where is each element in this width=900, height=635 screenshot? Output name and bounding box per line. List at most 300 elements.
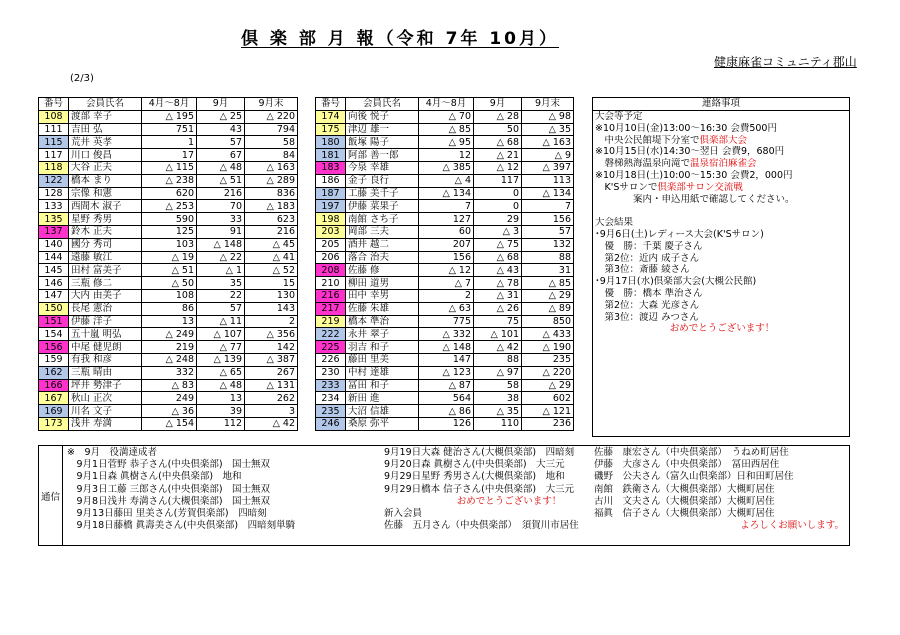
member-name: 今泉 幸雄 bbox=[346, 161, 419, 174]
table-row bbox=[316, 161, 574, 174]
member-number: 108 bbox=[39, 110, 69, 123]
table-row bbox=[316, 174, 574, 187]
score-sep: 13 bbox=[197, 392, 245, 405]
score-apr-aug: 103 bbox=[142, 238, 197, 251]
table-row bbox=[39, 174, 298, 187]
score-sep: 88 bbox=[474, 353, 522, 366]
score-sep: △ 12 bbox=[474, 161, 522, 174]
score-sep: △ 51 bbox=[197, 174, 245, 187]
score-apr-aug: 1 bbox=[142, 136, 197, 149]
member-name: 鈴木 正夫 bbox=[69, 225, 142, 238]
score-sep: △ 101 bbox=[474, 328, 522, 341]
score-apr-aug: 207 bbox=[419, 238, 474, 251]
table-row bbox=[39, 251, 298, 264]
score-apr-aug: 620 bbox=[142, 187, 197, 200]
score-sep: 58 bbox=[474, 379, 522, 392]
event-text: 中央公民館堤下分室で bbox=[595, 134, 700, 146]
score-sep: △ 3 bbox=[474, 225, 522, 238]
score-sep: △ 25 bbox=[197, 110, 245, 123]
table-row bbox=[39, 392, 298, 405]
score-apr-aug: △ 19 bbox=[142, 251, 197, 264]
table-row bbox=[39, 225, 298, 238]
member-name: 佐藤 修 bbox=[346, 264, 419, 277]
member-number: 151 bbox=[39, 315, 69, 328]
events-header: 連絡事項 bbox=[593, 98, 849, 111]
score-apr-aug: 108 bbox=[142, 289, 197, 302]
header-sep: 9月 bbox=[197, 98, 245, 111]
member-name: 伊藤 菜果子 bbox=[346, 200, 419, 213]
score-apr-aug: 332 bbox=[142, 366, 197, 379]
header-no: 番号 bbox=[316, 98, 346, 111]
member-number: 146 bbox=[39, 277, 69, 290]
notice-line: 佐藤 康宏さん（中央倶楽部） うねめ町居住 bbox=[594, 447, 789, 458]
table-row bbox=[39, 264, 298, 277]
event-line: ※10月10日(金)13:00～16:30 会費500円 bbox=[595, 122, 777, 134]
notice-line: 伊藤 大彦さん（中央倶楽部） 冨田西居住 bbox=[594, 459, 780, 471]
member-name: 五十嵐 明弘 bbox=[69, 328, 142, 341]
table-header-row bbox=[39, 98, 298, 111]
score-sep-end: △ 134 bbox=[522, 187, 574, 200]
event-text: K'Sサロンで bbox=[595, 181, 658, 193]
organization-name: 健康麻雀コミュニティ郡山 bbox=[714, 55, 857, 69]
score-apr-aug: △ 63 bbox=[419, 302, 474, 315]
score-sep: 91 bbox=[197, 225, 245, 238]
member-number: 150 bbox=[39, 302, 69, 315]
member-name: 伊藤 洋子 bbox=[69, 315, 142, 328]
score-sep: △ 42 bbox=[474, 341, 522, 354]
score-sep-end: 602 bbox=[522, 392, 574, 405]
score-sep-end: 31 bbox=[522, 264, 574, 277]
score-sep: 216 bbox=[197, 187, 245, 200]
score-sep: △ 68 bbox=[474, 136, 522, 149]
score-apr-aug: △ 36 bbox=[142, 405, 197, 418]
event-line: ･9月6日(土)レディース大会(K'Sサロン) bbox=[595, 228, 764, 240]
table-row bbox=[39, 213, 298, 226]
member-name: 坪井 勢津子 bbox=[69, 379, 142, 392]
score-sep: △ 107 bbox=[197, 328, 245, 341]
score-sep-end: △ 29 bbox=[522, 289, 574, 302]
score-sep: 22 bbox=[197, 289, 245, 302]
member-name: 羽吉 和子 bbox=[346, 341, 419, 354]
score-apr-aug: △ 83 bbox=[142, 379, 197, 392]
table-row bbox=[316, 213, 574, 226]
score-apr-aug: 125 bbox=[142, 225, 197, 238]
score-sep: △ 77 bbox=[197, 341, 245, 354]
table-row bbox=[39, 353, 298, 366]
table-row bbox=[39, 161, 298, 174]
member-number: 174 bbox=[316, 110, 346, 123]
table-row bbox=[316, 341, 574, 354]
score-sep-end: △ 52 bbox=[245, 264, 298, 277]
table-row bbox=[316, 289, 574, 302]
table-row bbox=[316, 136, 574, 149]
table-row bbox=[316, 264, 574, 277]
score-apr-aug: △ 85 bbox=[419, 123, 474, 136]
score-apr-aug: △ 4 bbox=[419, 174, 474, 187]
member-name: 酒井 越二 bbox=[346, 238, 419, 251]
score-sep: △ 48 bbox=[197, 161, 245, 174]
score-sep: 38 bbox=[474, 392, 522, 405]
notice-line: 9月3日工藤 三郎さん(中央倶楽部) 国士無双 bbox=[67, 483, 271, 495]
member-number: 166 bbox=[39, 379, 69, 392]
score-sep: 0 bbox=[474, 187, 522, 200]
score-sep-end: 84 bbox=[245, 149, 298, 162]
score-sep-end: △ 41 bbox=[245, 251, 298, 264]
table-row bbox=[39, 149, 298, 162]
event-line bbox=[593, 135, 849, 147]
score-apr-aug: 564 bbox=[419, 392, 474, 405]
score-sep-end: △ 289 bbox=[245, 174, 298, 187]
table-row bbox=[316, 302, 574, 315]
score-sep-end: △ 35 bbox=[522, 123, 574, 136]
member-table-right bbox=[315, 97, 574, 431]
score-sep-end: △ 163 bbox=[522, 136, 574, 149]
member-name: 田中 幸男 bbox=[346, 289, 419, 302]
score-sep-end: △ 89 bbox=[522, 302, 574, 315]
score-apr-aug: △ 134 bbox=[419, 187, 474, 200]
member-name: 桑原 弥平 bbox=[346, 417, 419, 430]
member-name: 有我 和彦 bbox=[69, 353, 142, 366]
member-name: 飯塚 陽子 bbox=[346, 136, 419, 149]
score-apr-aug: 2 bbox=[419, 289, 474, 302]
score-apr-aug: △ 249 bbox=[142, 328, 197, 341]
member-name: 工藤 美千子 bbox=[346, 187, 419, 200]
score-apr-aug: △ 123 bbox=[419, 366, 474, 379]
score-sep-end: 836 bbox=[245, 187, 298, 200]
score-sep-end: 58 bbox=[245, 136, 298, 149]
score-sep-end: △ 121 bbox=[522, 405, 574, 418]
member-number: 203 bbox=[316, 225, 346, 238]
event-line bbox=[593, 158, 849, 170]
event-line: 案内・申込用紙で確認してください。 bbox=[595, 193, 795, 205]
table-row bbox=[39, 341, 298, 354]
score-sep-end: 130 bbox=[245, 289, 298, 302]
score-sep: △ 22 bbox=[197, 251, 245, 264]
score-apr-aug: △ 154 bbox=[142, 417, 197, 430]
member-number: 206 bbox=[316, 251, 346, 264]
score-sep-end: △ 220 bbox=[245, 110, 298, 123]
score-sep: △ 97 bbox=[474, 366, 522, 379]
table-row bbox=[39, 200, 298, 213]
event-highlight: 温泉宿泊麻雀会 bbox=[690, 158, 757, 170]
score-apr-aug: 127 bbox=[419, 213, 474, 226]
member-number: 169 bbox=[39, 405, 69, 418]
notice-line: よろしくお願いします。 bbox=[740, 520, 844, 532]
event-line: ※10月18日(土)10:00～15:30 会費2，000円 bbox=[595, 169, 793, 181]
table-row bbox=[316, 366, 574, 379]
score-sep: △ 35 bbox=[474, 405, 522, 418]
notice-line: 9月18日藤橋 眞壽美さん(中央倶楽部) 四暗刻単騎 bbox=[67, 520, 296, 532]
score-apr-aug: △ 70 bbox=[419, 110, 474, 123]
score-sep: 110 bbox=[474, 417, 522, 430]
table-row bbox=[39, 379, 298, 392]
score-sep-end: 7 bbox=[522, 200, 574, 213]
member-name: 長尾 憲治 bbox=[69, 302, 142, 315]
member-number: 210 bbox=[316, 277, 346, 290]
score-sep-end: 267 bbox=[245, 366, 298, 379]
member-number: 115 bbox=[39, 136, 69, 149]
header-apr-aug: 4月～8月 bbox=[419, 98, 474, 111]
score-sep: 70 bbox=[197, 200, 245, 213]
member-name: 大谷 正夫 bbox=[69, 161, 142, 174]
score-apr-aug: 12 bbox=[419, 149, 474, 162]
header-sep: 9月 bbox=[474, 98, 522, 111]
score-apr-aug: 590 bbox=[142, 213, 197, 226]
event-line: 優 勝：千葉 慶子さん bbox=[595, 240, 703, 252]
event-line: 第3位：斎藤 綾さん bbox=[595, 264, 690, 276]
member-number: 122 bbox=[39, 174, 69, 187]
member-name: 國分 秀司 bbox=[69, 238, 142, 251]
notice-line: 古川 文夫さん（大槻倶楽部）大槻町居住 bbox=[594, 495, 775, 507]
member-name: 三瓶 修二 bbox=[69, 277, 142, 290]
table-row bbox=[39, 302, 298, 315]
table-row bbox=[316, 353, 574, 366]
member-name: 永井 翠子 bbox=[346, 328, 419, 341]
header-no: 番号 bbox=[39, 98, 69, 111]
event-line: 大会等予定 bbox=[595, 111, 643, 122]
score-sep: △ 26 bbox=[474, 302, 522, 315]
header-name: 会員氏名 bbox=[346, 98, 419, 111]
member-number: 216 bbox=[316, 289, 346, 302]
score-sep: 57 bbox=[197, 136, 245, 149]
member-number: 186 bbox=[316, 174, 346, 187]
score-sep-end: △ 29 bbox=[522, 379, 574, 392]
page-number: (2/3) bbox=[70, 73, 94, 84]
header-sep-end: 9月末 bbox=[245, 98, 298, 111]
member-name: 冨田 和子 bbox=[346, 379, 419, 392]
table-row bbox=[316, 417, 574, 430]
table-row bbox=[316, 149, 574, 162]
score-sep-end: △ 98 bbox=[522, 110, 574, 123]
table-row bbox=[316, 110, 574, 123]
table-row bbox=[39, 289, 298, 302]
notice-line: 9月1日森 眞樹さん(中央倶楽部) 地和 bbox=[67, 471, 242, 483]
notice-line: 福眞 信子さん（大槻倶楽部）大槻町居住 bbox=[594, 507, 775, 519]
score-apr-aug: △ 195 bbox=[142, 110, 197, 123]
score-apr-aug: 126 bbox=[419, 417, 474, 430]
page-title: 倶 楽 部 月 報（令和 7年 10月） bbox=[241, 29, 559, 49]
member-name: 中村 達雄 bbox=[346, 366, 419, 379]
member-number: 117 bbox=[39, 149, 69, 162]
member-name: 岡部 三夫 bbox=[346, 225, 419, 238]
score-apr-aug: 775 bbox=[419, 315, 474, 328]
score-apr-aug: △ 238 bbox=[142, 174, 197, 187]
table-row bbox=[39, 110, 298, 123]
score-sep: △ 28 bbox=[474, 110, 522, 123]
score-sep-end: △ 163 bbox=[245, 161, 298, 174]
member-name: 田村 富美子 bbox=[69, 264, 142, 277]
member-number: 156 bbox=[39, 341, 69, 354]
member-number: 140 bbox=[39, 238, 69, 251]
score-apr-aug: 249 bbox=[142, 392, 197, 405]
member-name: 吉田 弘 bbox=[69, 123, 142, 136]
header-apr-aug: 4月～8月 bbox=[142, 98, 197, 111]
table-row bbox=[39, 417, 298, 430]
score-apr-aug: △ 332 bbox=[419, 328, 474, 341]
score-sep-end: 143 bbox=[245, 302, 298, 315]
member-number: 133 bbox=[39, 200, 69, 213]
score-sep-end: 216 bbox=[245, 225, 298, 238]
notice-line: 9月13日藤田 里美さん(芳賀倶楽部) 四暗刻 bbox=[67, 507, 267, 519]
score-sep-end: 2 bbox=[245, 315, 298, 328]
score-sep-end: 623 bbox=[245, 213, 298, 226]
score-sep: △ 139 bbox=[197, 353, 245, 366]
event-line: 大会結果 bbox=[595, 217, 634, 229]
score-sep-end: △ 9 bbox=[522, 149, 574, 162]
member-number: 162 bbox=[39, 366, 69, 379]
score-apr-aug: △ 86 bbox=[419, 405, 474, 418]
score-apr-aug: 219 bbox=[142, 341, 197, 354]
table-row bbox=[39, 277, 298, 290]
score-sep-end: 142 bbox=[245, 341, 298, 354]
member-name: 中尾 健児朗 bbox=[69, 341, 142, 354]
member-name: 大沼 信雄 bbox=[346, 405, 419, 418]
score-sep: △ 43 bbox=[474, 264, 522, 277]
member-name: 大内 由美子 bbox=[69, 289, 142, 302]
score-sep: △ 1 bbox=[197, 264, 245, 277]
member-table-left bbox=[38, 97, 298, 431]
table-row bbox=[316, 328, 574, 341]
member-number: 128 bbox=[39, 187, 69, 200]
header-name: 会員氏名 bbox=[69, 98, 142, 111]
score-sep: △ 78 bbox=[474, 277, 522, 290]
member-name: 南館 さち子 bbox=[346, 213, 419, 226]
member-number: 137 bbox=[39, 225, 69, 238]
score-apr-aug: △ 7 bbox=[419, 277, 474, 290]
score-sep: 0 bbox=[474, 200, 522, 213]
member-name: 金子 良行 bbox=[346, 174, 419, 187]
score-sep-end: 132 bbox=[522, 238, 574, 251]
member-name: 落合 治夫 bbox=[346, 251, 419, 264]
score-sep: △ 75 bbox=[474, 238, 522, 251]
member-name: 秋山 正次 bbox=[69, 392, 142, 405]
member-number: 217 bbox=[316, 302, 346, 315]
score-sep: 35 bbox=[197, 277, 245, 290]
table-row bbox=[316, 238, 574, 251]
score-apr-aug: △ 87 bbox=[419, 379, 474, 392]
event-highlight: 俱楽部大会 bbox=[699, 134, 748, 146]
table-row bbox=[316, 123, 574, 136]
member-name: 藤田 里美 bbox=[346, 353, 419, 366]
member-number: 230 bbox=[316, 366, 346, 379]
score-sep-end: △ 356 bbox=[245, 328, 298, 341]
score-apr-aug: △ 253 bbox=[142, 200, 197, 213]
member-number: 225 bbox=[316, 341, 346, 354]
member-name: 遠藤 敏江 bbox=[69, 251, 142, 264]
table-header-row bbox=[316, 98, 574, 111]
event-line: おめでとうございます！ bbox=[669, 323, 775, 335]
score-sep-end: 88 bbox=[522, 251, 574, 264]
events-panel bbox=[592, 97, 850, 437]
score-sep: △ 48 bbox=[197, 379, 245, 392]
notice-line: 磯野 公夫さん（富久山倶楽部）日和田町居住 bbox=[594, 471, 794, 483]
member-name: 橋本 まり bbox=[69, 174, 142, 187]
event-line bbox=[593, 205, 849, 217]
score-sep: 75 bbox=[474, 315, 522, 328]
member-name: 渡部 幸子 bbox=[69, 110, 142, 123]
member-number: 180 bbox=[316, 136, 346, 149]
member-number: 144 bbox=[39, 251, 69, 264]
score-sep-end: 794 bbox=[245, 123, 298, 136]
member-number: 135 bbox=[39, 213, 69, 226]
table-row bbox=[39, 136, 298, 149]
score-sep-end: 262 bbox=[245, 392, 298, 405]
score-sep-end: 156 bbox=[522, 213, 574, 226]
score-sep-end: 850 bbox=[522, 315, 574, 328]
score-sep: △ 11 bbox=[197, 315, 245, 328]
member-number: 147 bbox=[39, 289, 69, 302]
notice-line: 9月29日星野 秀男さん(大槻倶楽部) 地和 bbox=[384, 471, 565, 483]
table-row bbox=[316, 225, 574, 238]
notice-line: 9月29日橋本 信子さん(中央倶楽部) 大三元 bbox=[384, 483, 575, 495]
member-name: 宗像 和憲 bbox=[69, 187, 142, 200]
score-sep-end: △ 85 bbox=[522, 277, 574, 290]
member-name: 星野 秀男 bbox=[69, 213, 142, 226]
score-sep: 57 bbox=[197, 302, 245, 315]
table-row bbox=[316, 200, 574, 213]
table-row bbox=[39, 187, 298, 200]
table-row bbox=[39, 405, 298, 418]
score-sep-end: 235 bbox=[522, 353, 574, 366]
score-apr-aug: 60 bbox=[419, 225, 474, 238]
member-name: 川名 文子 bbox=[69, 405, 142, 418]
notice-line: 9月1日菅野 恭子さん(中央倶楽部) 国士無双 bbox=[67, 459, 271, 471]
member-name: 浅井 寿満 bbox=[69, 417, 142, 430]
notice-line: 9月8日浅井 寿満さん(大槻倶楽部) 国士無双 bbox=[67, 495, 271, 507]
member-number: 181 bbox=[316, 149, 346, 162]
event-text: 磐梯熱海温泉向滝で bbox=[595, 158, 691, 170]
table-row bbox=[316, 405, 574, 418]
event-line: ･9月17日(水)倶楽部大会(大槻公民館) bbox=[595, 276, 757, 288]
score-sep: △ 21 bbox=[474, 149, 522, 162]
notice-line: 南館 鉄衛さん（大槻倶楽部）大槻町居住 bbox=[594, 483, 775, 495]
table-row bbox=[316, 315, 574, 328]
member-number: 183 bbox=[316, 161, 346, 174]
score-apr-aug: △ 51 bbox=[142, 264, 197, 277]
notice-line: ※ 9月 役満達成者 bbox=[67, 447, 158, 458]
event-line: 第3位：渡辺 みつさん bbox=[595, 311, 699, 323]
member-number: 187 bbox=[316, 187, 346, 200]
score-sep-end: 113 bbox=[522, 174, 574, 187]
score-apr-aug: △ 95 bbox=[419, 136, 474, 149]
event-line: 第2位：近内 成子さん bbox=[595, 252, 700, 264]
score-apr-aug: 751 bbox=[142, 123, 197, 136]
event-line: 優 勝：橋本 準治さん bbox=[595, 287, 703, 299]
score-apr-aug: 13 bbox=[142, 315, 197, 328]
score-sep: △ 148 bbox=[197, 238, 245, 251]
notice-line: 9月19日大森 健治さん(大槻倶楽部) 四暗刻 bbox=[384, 447, 575, 458]
member-name: 津辺 雄一 bbox=[346, 123, 419, 136]
score-sep-end: 15 bbox=[245, 277, 298, 290]
score-sep: 67 bbox=[197, 149, 245, 162]
event-line: ※10月15日(水)14:30～翌日 会費9，680円 bbox=[595, 146, 785, 158]
score-sep-end: △ 387 bbox=[245, 353, 298, 366]
score-apr-aug: △ 115 bbox=[142, 161, 197, 174]
score-apr-aug: 86 bbox=[142, 302, 197, 315]
score-sep: 43 bbox=[197, 123, 245, 136]
event-line bbox=[593, 182, 849, 194]
member-number: 145 bbox=[39, 264, 69, 277]
table-row bbox=[316, 379, 574, 392]
table-row bbox=[316, 251, 574, 264]
member-number: 246 bbox=[316, 417, 346, 430]
score-sep-end: △ 131 bbox=[245, 379, 298, 392]
member-number: 175 bbox=[316, 123, 346, 136]
table-row bbox=[39, 328, 298, 341]
member-name: 新田 進 bbox=[346, 392, 419, 405]
score-apr-aug: △ 148 bbox=[419, 341, 474, 354]
member-name: 柳田 道男 bbox=[346, 277, 419, 290]
